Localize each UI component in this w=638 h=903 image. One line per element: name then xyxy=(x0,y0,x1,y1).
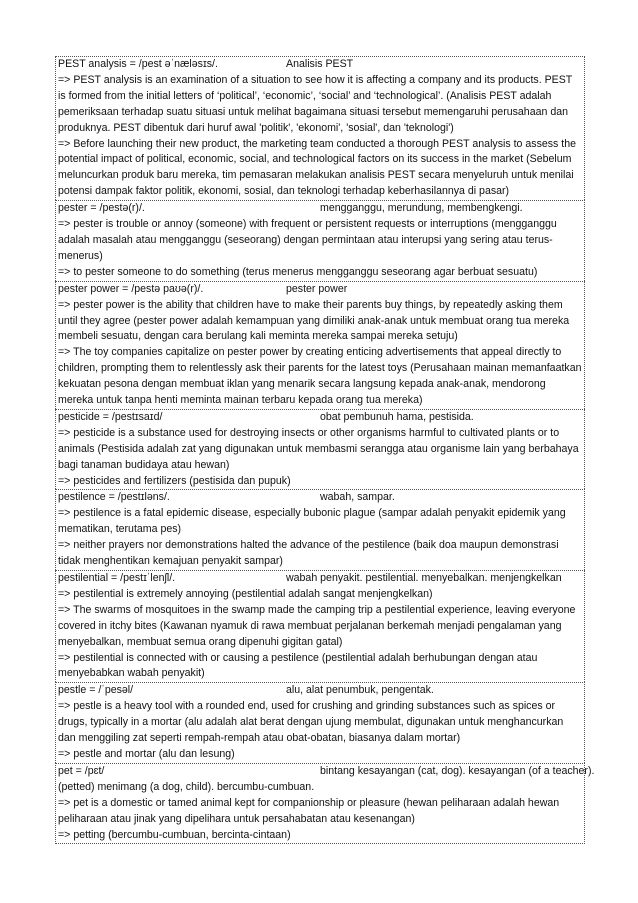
dictionary-entry xyxy=(55,763,595,845)
entry-translation: bintang kesayangan (cat, dog). kesayangan (of a teacher). xyxy=(320,764,595,777)
entry-definition-line: => pestle is a heavy tool with a rounded end, used for crushing and grinding substances such as spices or drugs, typically in a mortar (alu adalah alat berat dengan ujung membulat, digunakan untuk menghancurkan dan menggiling zat seperti rempah-rempah atau obat-obatan, biasanya dalam mortar) xyxy=(58,700,564,745)
entry-translation: pester power xyxy=(286,282,348,295)
entry-headword: pestle = /ˈpesəl/ xyxy=(58,684,134,697)
entry-definition-line: => pesticides and fertilizers (pestisida dan pupuk) xyxy=(58,474,291,487)
entry-definition-line: => pestle and mortar (alu dan lesung) xyxy=(58,747,235,760)
entry-definition-line: => The toy companies capitalize on pester power by creating enticing advertisements that appeal directly to children, prompting them to relentlessly ask their parents for the latest toys (Perusahaan mainan memanfaatkan kekuatan pesona dengan membuat iklan yang menarik secara langsung kepada anak-anak, mendorong mereka untuk tanpa henti meminta mainan terbaru kepada orang tua mereka) xyxy=(58,346,582,407)
entry-headword: pesticide = /pestɪsaɪd/ xyxy=(58,410,163,423)
entry-translation: wabah, sampar. xyxy=(320,491,395,504)
entry-headword: pestilential = /pestɪˈlenʃl/. xyxy=(58,572,176,584)
entry-headword-row xyxy=(58,764,595,780)
entry-translation: alu, alat penumbuk, pengentak. xyxy=(286,684,434,697)
entry-definition-line: => pestilential is extremely annoying (pestilential adalah sangat menjengkelkan) xyxy=(58,587,433,600)
entry-headword-row xyxy=(58,201,582,217)
entry-definition-line: => pet is a domestic or tamed animal kept for companionship or pleasure (hewan peliharaan adalah hewan peliharaan atau jinak yang dipelihara untuk persahabatan atau kesenangan) xyxy=(58,796,560,825)
entry-headword: pester = /pestə(r)/. xyxy=(58,202,145,215)
entry-headword-row xyxy=(58,490,582,506)
entry-definition-line: (petted) menimang (a dog, child). bercumbu-cumbuan. xyxy=(58,780,315,793)
entry-definition-line: => neither prayers nor demonstrations halted the advance of the pestilence (baik doa maupun demonstrasi tidak menghentikan kemajuan penyakit sampar) xyxy=(58,539,559,568)
dictionary-entry xyxy=(55,409,585,490)
entry-headword-row xyxy=(58,282,582,298)
dictionary-entry xyxy=(55,281,585,409)
entry-headword-row xyxy=(58,410,582,426)
dictionary-entry xyxy=(55,200,585,281)
entry-definition-line: => pester is trouble or annoy (someone) with frequent or persistent requests or interruptions (mengganggu adalah masalah atau mengganggu (seseorang) dengan permintaan atau interupsi yang sering atau terus-menerus) xyxy=(58,218,557,262)
entry-definition-line: => pesticide is a substance used for destroying insects or other organisms harmful to cultivated plants or to animals (Pestisida adalah zat yang digunakan untuk membasmi serangga atau organisme lain yang berbahaya bagi tanaman budidaya atau hewan) xyxy=(58,426,579,471)
entry-headword: pet = /pɛt/ xyxy=(58,764,105,777)
entry-definition-line: => PEST analysis is an examination of a situation to see how it is affecting a company and its products. PEST is formed from the initial letters of ‘political’, ‘economic’, ‘social’ and ‘technological’. (Analisis PEST adalah pemeriksaan terhadap suatu situasi untuk melihat bagaimana situasi tersebut memengaruhi perusahaan dan produknya. PEST dibentuk dari huruf awal 'politik', 'ekonomi', 'sosial', dan 'teknologi') xyxy=(58,73,573,134)
entry-definition-line: => pestilence is a fatal epidemic disease, especially bubonic plague (sampar adalah penyakit epidemik yang mematikan, terutama pes) xyxy=(58,507,566,536)
entry-definition-line: => to pester someone to do something (terus menerus mengganggu seseorang agar berbuat sesuatu) xyxy=(58,265,538,278)
dictionary-entry xyxy=(55,570,585,682)
entry-definition-line: => pester power is the ability that children have to make their parents buy things, by repeatedly asking them until they agree (pester power adalah kemampuan yang dimiliki anak-anak untuk membuat orang tua mereka membeli sesuatu, dengan cara berulang kali meminta mereka sampai mereka setuju) xyxy=(58,298,570,343)
entry-translation: mengganggu, merundung, membengkengi. xyxy=(320,202,523,215)
entry-definition-line: => pestilential is connected with or causing a pestilence (pestilential adalah berhubungan dengan atau menyebabkan wabah penyakit) xyxy=(58,651,538,680)
dictionary-page xyxy=(55,56,595,844)
entry-headword-row xyxy=(58,683,582,699)
entry-translation: wabah penyakit. pestilential. menyebalkan. menjengkelkan xyxy=(286,572,562,584)
entry-headword-row xyxy=(58,57,582,73)
dictionary-entry xyxy=(55,56,585,200)
dictionary-entry xyxy=(55,489,585,570)
entry-translation: obat pembunuh hama, pestisida. xyxy=(320,410,474,423)
dictionary-entry xyxy=(55,682,585,763)
entry-translation: Analisis PEST xyxy=(286,58,354,70)
entry-headword-row xyxy=(58,571,582,587)
entry-definition-line: => Before launching their new product, the marketing team conducted a thorough PEST analysis to assess the potential impact of political, economic, social, and technological factors on its success in the market (Sebelum meluncurkan produk baru mereka, tim pemasaran melakukan analisis PEST secara menyeluruh untuk menilai potensi dampak faktor politik, ekonomi, sosial, dan teknologi terhadap keberhasilannya di pasar) xyxy=(58,137,577,198)
entry-headword: pester power = /pestə paʊə(r)/. xyxy=(58,282,204,295)
entry-headword: PEST analysis = /pest əˈnæləsɪs/. xyxy=(58,58,218,70)
entry-headword: pestilence = /pestɪləns/. xyxy=(58,491,170,504)
entry-definition-line: => petting (bercumbu-cumbuan, bercinta-cintaan) xyxy=(58,828,291,841)
entry-definition-line: => The swarms of mosquitoes in the swamp made the camping trip a pestilential experience, leaving everyone covered in itchy bites (Kawanan nyamuk di rawa membuat perjalanan berkemah menjadi pengalaman yang menyebalkan, membuat semua orang dipenuhi gigitan gatal) xyxy=(58,603,576,648)
